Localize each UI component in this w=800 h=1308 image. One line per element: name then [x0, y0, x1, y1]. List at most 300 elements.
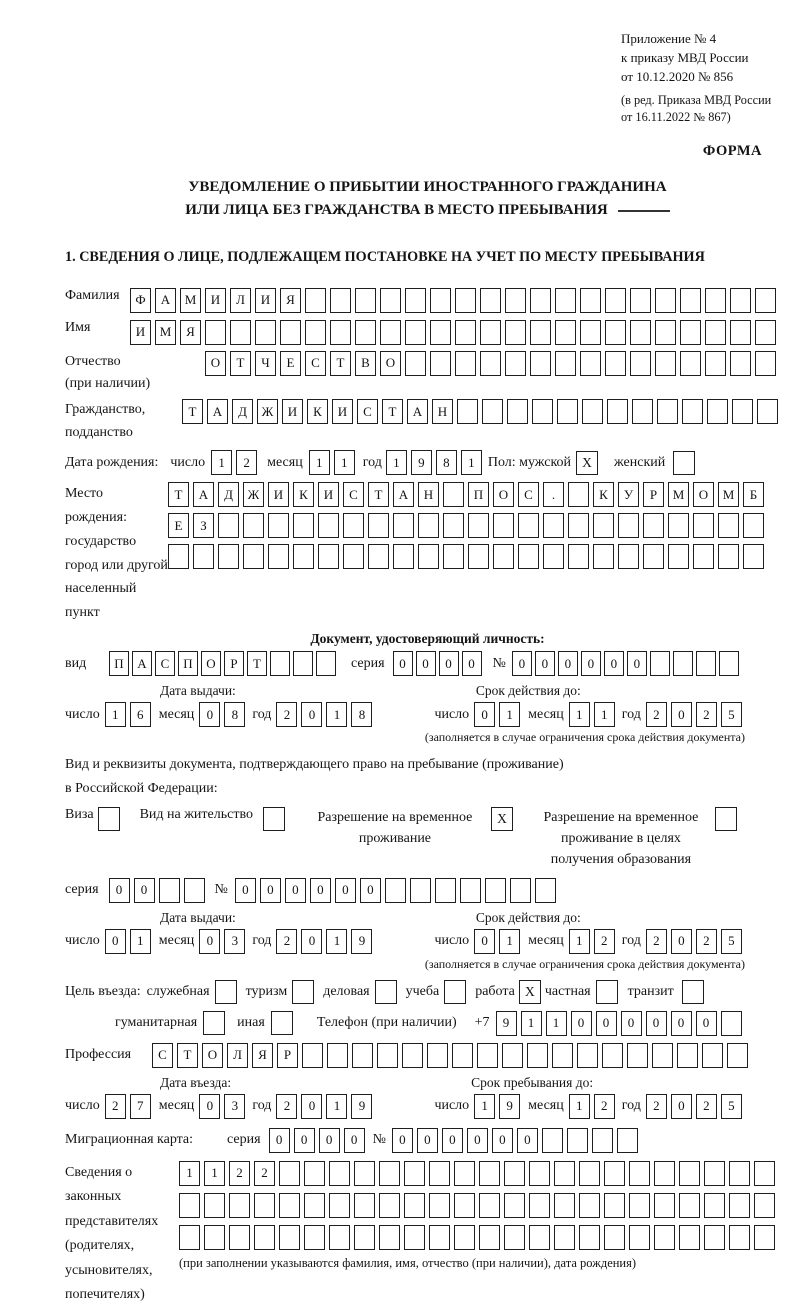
purpose-humanitarian-checkbox — [203, 1011, 225, 1035]
stay-until-heading: Срок пребывания до: — [471, 1074, 594, 1090]
char-cell: С — [357, 399, 378, 424]
char-cell — [654, 1193, 675, 1218]
char-cell — [729, 1193, 750, 1218]
char-cell — [743, 544, 764, 569]
doc-type-cells — [109, 651, 339, 676]
birth-place-row3-cells — [168, 544, 768, 569]
form-title-line1: УВЕДОМЛЕНИЕ О ПРИБЫТИИ ИНОСТРАННОГО ГРАЖДАНИНА — [188, 179, 667, 196]
char-cell: С — [155, 651, 175, 676]
legal-reps-label-line2: законных — [65, 1189, 122, 1205]
char-cell — [504, 1225, 525, 1250]
char-cell: М — [180, 288, 201, 313]
char-cell: 5 — [721, 702, 742, 727]
char-cell: 1 — [569, 702, 590, 727]
char-cell — [579, 1193, 600, 1218]
char-cell: И — [130, 320, 151, 345]
doc-number-label: № — [492, 655, 506, 671]
char-cell — [529, 1193, 550, 1218]
citizenship-label-line2: подданство — [65, 424, 133, 440]
char-cell — [316, 651, 336, 676]
char-cell — [493, 544, 514, 569]
char-cell — [405, 351, 426, 376]
char-cell: 1 — [326, 702, 347, 727]
permit-valid-month-cells — [569, 929, 619, 954]
char-cell — [418, 513, 439, 538]
char-cell — [305, 320, 326, 345]
char-cell — [629, 1193, 650, 1218]
char-cell: 0 — [604, 651, 624, 676]
purpose-official-label: служебная — [146, 983, 210, 999]
char-cell — [704, 1193, 725, 1218]
char-cell: 1 — [461, 450, 482, 475]
char-cell — [532, 399, 553, 424]
month-label: месяц — [528, 706, 564, 722]
char-cell — [727, 1043, 748, 1068]
char-cell — [168, 544, 189, 569]
entry-date-heading: Дата въезда: — [160, 1074, 232, 1090]
char-cell — [704, 1161, 725, 1186]
visa-option — [65, 807, 120, 831]
temp-permit-label — [307, 807, 483, 849]
legal-reps-row2-cells — [179, 1193, 779, 1218]
doc-issue-year-cells — [276, 702, 376, 727]
char-cell: И — [205, 288, 226, 313]
char-cell: 1 — [521, 1011, 542, 1036]
char-cell — [568, 544, 589, 569]
char-cell — [330, 320, 351, 345]
char-cell — [455, 288, 476, 313]
char-cell — [680, 320, 701, 345]
char-cell — [493, 513, 514, 538]
char-cell — [755, 288, 776, 313]
purpose-tourism-label: туризм — [245, 983, 288, 999]
residence-doc-intro-line2: в Российской Федерации: — [65, 781, 218, 797]
year-label: год — [252, 1098, 272, 1114]
char-cell — [302, 1043, 323, 1068]
char-cell: Е — [280, 351, 301, 376]
purpose-transit-checkbox — [682, 980, 704, 1004]
char-cell — [270, 651, 290, 676]
purpose-other-checkbox — [271, 1011, 293, 1035]
form-title-line2-wrap — [65, 199, 790, 222]
doc-issue-day-cells — [105, 702, 155, 727]
char-cell — [355, 288, 376, 313]
month-label: месяц — [158, 933, 195, 949]
char-cell — [393, 513, 414, 538]
purpose-other-label: иная — [237, 1015, 265, 1031]
char-cell — [377, 1043, 398, 1068]
residence-permit-label: Вид на жительство — [139, 806, 253, 822]
title-underline — [618, 210, 670, 212]
edu-permit-label-line3: получения образования — [550, 851, 692, 867]
phone-cells — [496, 1011, 746, 1036]
surname-label: Фамилия — [65, 287, 120, 303]
migration-card-label: Миграционная карта: — [65, 1132, 194, 1148]
char-cell — [554, 1225, 575, 1250]
char-cell — [677, 1043, 698, 1068]
char-cell: 2 — [646, 702, 667, 727]
char-cell: 0 — [671, 929, 692, 954]
char-cell: 1 — [499, 929, 520, 954]
char-cell: 0 — [301, 702, 322, 727]
char-cell: Р — [277, 1043, 298, 1068]
ref-line: от 10.12.2020 № 856 — [621, 68, 734, 84]
permit-issue-month-cells — [199, 929, 249, 954]
char-cell: С — [152, 1043, 173, 1068]
char-cell — [385, 878, 406, 903]
char-cell: . — [543, 482, 564, 507]
char-cell: Н — [418, 482, 439, 507]
char-cell — [696, 651, 716, 676]
char-cell — [293, 513, 314, 538]
char-cell — [580, 288, 601, 313]
char-cell: 0 — [301, 929, 322, 954]
char-cell: 5 — [721, 929, 742, 954]
sex-female-checkbox — [673, 451, 695, 475]
char-cell — [705, 351, 726, 376]
citizenship-label — [65, 399, 182, 444]
char-cell — [604, 1193, 625, 1218]
char-cell — [479, 1193, 500, 1218]
char-cell — [304, 1225, 325, 1250]
char-cell — [343, 544, 364, 569]
phone-prefix: +7 — [474, 1015, 490, 1031]
legal-reps-note: (при заполнении указываются фамилия, имя, отчество (при наличии), дата рождения) — [179, 1255, 637, 1270]
sex-male-checkbox: X — [576, 451, 598, 475]
char-cell — [329, 1193, 350, 1218]
char-cell: Т — [182, 399, 203, 424]
char-cell: 0 — [696, 1011, 717, 1036]
year-label: год — [252, 706, 272, 722]
char-cell: Я — [252, 1043, 273, 1068]
char-cell: Т — [368, 482, 389, 507]
legal-reps-label-line3: представителях — [65, 1213, 159, 1229]
char-cell: 0 — [558, 651, 578, 676]
birth-day-label: число — [170, 454, 206, 470]
char-cell: Т — [177, 1043, 198, 1068]
char-cell: 0 — [260, 878, 281, 903]
char-cell — [368, 544, 389, 569]
char-cell — [455, 320, 476, 345]
char-cell: 9 — [351, 1094, 372, 1119]
char-cell — [279, 1225, 300, 1250]
day-label: число — [65, 1098, 100, 1114]
char-cell — [568, 513, 589, 538]
permit-issue-date-heading: Дата выдачи: — [160, 909, 236, 925]
char-cell: 0 — [417, 1128, 438, 1153]
char-cell: И — [255, 288, 276, 313]
char-cell: Ж — [257, 399, 278, 424]
char-cell: Р — [643, 482, 664, 507]
char-cell — [555, 288, 576, 313]
doc-number-cells — [512, 651, 742, 676]
citizenship-label-line1: Гражданство, — [65, 402, 146, 418]
char-cell — [518, 544, 539, 569]
purpose-private-label: частная — [544, 983, 591, 999]
form-title-line2: ИЛИ ЛИЦА БЕЗ ГРАЖДАНСТВА В МЕСТО ПРЕБЫВАНИЯ — [185, 202, 608, 219]
char-cell — [229, 1225, 250, 1250]
char-cell — [719, 651, 739, 676]
char-cell: О — [380, 351, 401, 376]
char-cell: 0 — [301, 1094, 322, 1119]
day-label: число — [434, 706, 470, 722]
char-cell: 1 — [130, 929, 151, 954]
permit-series-label: серия — [65, 882, 99, 898]
char-cell: П — [468, 482, 489, 507]
char-cell — [718, 544, 739, 569]
char-cell: 9 — [351, 929, 372, 954]
char-cell: 0 — [392, 1128, 413, 1153]
char-cell — [618, 513, 639, 538]
char-cell — [330, 288, 351, 313]
char-cell — [305, 288, 326, 313]
birth-place-label-line2: государство — [65, 533, 137, 549]
char-cell: 0 — [646, 1011, 667, 1036]
char-cell: 9 — [411, 450, 432, 475]
char-cell — [593, 513, 614, 538]
char-cell: 0 — [462, 651, 482, 676]
migration-series-label: серия — [227, 1132, 261, 1148]
char-cell: Ф — [130, 288, 151, 313]
permit-series-cells — [109, 878, 209, 903]
char-cell: 0 — [492, 1128, 513, 1153]
month-label: месяц — [158, 706, 195, 722]
temp-permit-checkbox: X — [491, 807, 513, 831]
doc-series-cells — [393, 651, 485, 676]
char-cell — [507, 399, 528, 424]
char-cell — [279, 1161, 300, 1186]
char-cell: Т — [230, 351, 251, 376]
surname-cells — [130, 288, 780, 313]
char-cell — [430, 320, 451, 345]
char-cell: М — [668, 482, 689, 507]
char-cell: М — [155, 320, 176, 345]
doc-valid-until-heading: Срок действия до: — [475, 683, 581, 699]
char-cell — [485, 878, 506, 903]
char-cell: 2 — [646, 929, 667, 954]
temp-permit-label-line2: проживание — [358, 830, 432, 846]
char-cell — [380, 288, 401, 313]
char-cell — [304, 1161, 325, 1186]
char-cell — [510, 878, 531, 903]
char-cell — [505, 351, 526, 376]
char-cell — [654, 1161, 675, 1186]
char-cell: М — [718, 482, 739, 507]
char-cell: 0 — [474, 702, 495, 727]
birth-day-cells — [211, 450, 261, 475]
birth-place-row2-cells — [168, 513, 768, 538]
validity-note: (заполняется в случае ограничения срока действия документа) — [424, 956, 745, 971]
char-cell — [693, 513, 714, 538]
char-cell — [655, 351, 676, 376]
char-cell: 0 — [235, 878, 256, 903]
char-cell: 1 — [334, 450, 355, 475]
phone-label: Телефон (при наличии) — [316, 1015, 457, 1031]
identity-doc-heading: Документ, удостоверяющий личность: — [310, 631, 545, 647]
char-cell: 9 — [496, 1011, 517, 1036]
char-cell: 0 — [199, 929, 220, 954]
char-cell — [702, 1043, 723, 1068]
legal-representatives-label — [65, 1161, 179, 1308]
validity-note: (заполняется в случае ограничения срока действия документа) — [424, 730, 745, 745]
char-cell — [355, 320, 376, 345]
char-cell: 2 — [696, 1094, 717, 1119]
char-cell — [705, 288, 726, 313]
entry-year-cells — [276, 1094, 376, 1119]
char-cell: П — [178, 651, 198, 676]
legal-reps-row1-cells — [179, 1161, 779, 1186]
char-cell: 0 — [671, 1011, 692, 1036]
char-cell — [579, 1161, 600, 1186]
char-cell: 0 — [294, 1128, 315, 1153]
char-cell: 2 — [236, 450, 257, 475]
char-cell: 8 — [436, 450, 457, 475]
char-cell: 0 — [439, 651, 459, 676]
char-cell: Ч — [255, 351, 276, 376]
char-cell: 2 — [594, 1094, 615, 1119]
char-cell — [429, 1225, 450, 1250]
char-cell: 0 — [581, 651, 601, 676]
char-cell: 3 — [224, 1094, 245, 1119]
edu-permit-label — [535, 807, 707, 870]
birth-year-cells — [386, 450, 486, 475]
char-cell — [568, 482, 589, 507]
char-cell — [243, 544, 264, 569]
char-cell — [452, 1043, 473, 1068]
char-cell — [280, 320, 301, 345]
char-cell: 1 — [105, 702, 126, 727]
char-cell: 0 — [134, 878, 155, 903]
patronymic-label-line2: (при наличии) — [65, 376, 151, 392]
char-cell: 2 — [229, 1161, 250, 1186]
char-cell — [605, 288, 626, 313]
char-cell — [629, 1225, 650, 1250]
char-cell — [402, 1043, 423, 1068]
char-cell — [193, 544, 214, 569]
char-cell: А — [193, 482, 214, 507]
permit-issue-year-cells — [276, 929, 376, 954]
char-cell: О — [201, 651, 221, 676]
char-cell — [404, 1193, 425, 1218]
char-cell: 6 — [130, 702, 151, 727]
citizenship-cells — [182, 399, 782, 424]
ref-amendment-line: (в ред. Приказа МВД России — [621, 92, 772, 107]
char-cell — [607, 399, 628, 424]
purpose-transit-label: транзит — [627, 983, 674, 999]
edu-permit-label-line2: проживание в целях — [561, 830, 681, 846]
char-cell: 0 — [517, 1128, 538, 1153]
char-cell — [604, 1161, 625, 1186]
char-cell: О — [693, 482, 714, 507]
entry-month-cells — [199, 1094, 249, 1119]
purpose-study-checkbox — [444, 980, 466, 1004]
char-cell: 0 — [335, 878, 356, 903]
char-cell: 0 — [671, 702, 692, 727]
char-cell — [179, 1225, 200, 1250]
char-cell: З — [193, 513, 214, 538]
entry-day-cells — [105, 1094, 155, 1119]
year-label: год — [621, 706, 641, 722]
char-cell: 0 — [310, 878, 331, 903]
char-cell — [730, 320, 751, 345]
char-cell: 1 — [594, 702, 615, 727]
residence-permit-option — [140, 807, 285, 831]
sex-female-label: женский — [614, 454, 666, 470]
char-cell — [704, 1225, 725, 1250]
char-cell: 0 — [199, 1094, 220, 1119]
char-cell: П — [109, 651, 129, 676]
char-cell: К — [307, 399, 328, 424]
birth-place-label-line1: Место рождения: — [65, 486, 127, 526]
edu-permit-label-line1: Разрешение на временное — [543, 809, 699, 825]
char-cell — [218, 513, 239, 538]
char-cell — [454, 1225, 475, 1250]
char-cell — [343, 513, 364, 538]
char-cell: О — [202, 1043, 223, 1068]
char-cell — [592, 1128, 613, 1153]
char-cell — [329, 1161, 350, 1186]
doc-valid-month-cells — [569, 702, 619, 727]
char-cell: С — [518, 482, 539, 507]
char-cell — [602, 1043, 623, 1068]
purpose-tourism-checkbox — [292, 980, 314, 1004]
char-cell — [557, 399, 578, 424]
char-cell — [529, 1225, 550, 1250]
char-cell: 0 — [269, 1128, 290, 1153]
char-cell — [618, 544, 639, 569]
permit-issue-day-cells — [105, 929, 155, 954]
month-label: месяц — [158, 1098, 195, 1114]
char-cell — [455, 351, 476, 376]
char-cell — [352, 1043, 373, 1068]
char-cell: О — [205, 351, 226, 376]
char-cell: В — [355, 351, 376, 376]
char-cell: 5 — [721, 1094, 742, 1119]
char-cell — [429, 1161, 450, 1186]
birth-place-label — [65, 482, 168, 625]
char-cell — [468, 544, 489, 569]
char-cell: А — [407, 399, 428, 424]
char-cell — [755, 351, 776, 376]
char-cell — [655, 288, 676, 313]
char-cell — [393, 544, 414, 569]
char-cell — [730, 351, 751, 376]
char-cell: 7 — [130, 1094, 151, 1119]
char-cell — [218, 544, 239, 569]
year-label: год — [621, 1098, 641, 1114]
char-cell: С — [343, 482, 364, 507]
char-cell: 2 — [594, 929, 615, 954]
char-cell — [580, 320, 601, 345]
char-cell — [582, 399, 603, 424]
char-cell: 0 — [105, 929, 126, 954]
char-cell — [354, 1161, 375, 1186]
char-cell: 8 — [351, 702, 372, 727]
char-cell — [679, 1193, 700, 1218]
purpose-private-checkbox — [596, 980, 618, 1004]
year-label: год — [252, 933, 272, 949]
char-cell: 0 — [285, 878, 306, 903]
char-cell — [179, 1193, 200, 1218]
char-cell: К — [293, 482, 314, 507]
char-cell — [443, 513, 464, 538]
char-cell — [629, 1161, 650, 1186]
char-cell: 1 — [569, 1094, 590, 1119]
char-cell: 0 — [596, 1011, 617, 1036]
char-cell — [379, 1161, 400, 1186]
char-cell — [460, 878, 481, 903]
char-cell — [605, 320, 626, 345]
